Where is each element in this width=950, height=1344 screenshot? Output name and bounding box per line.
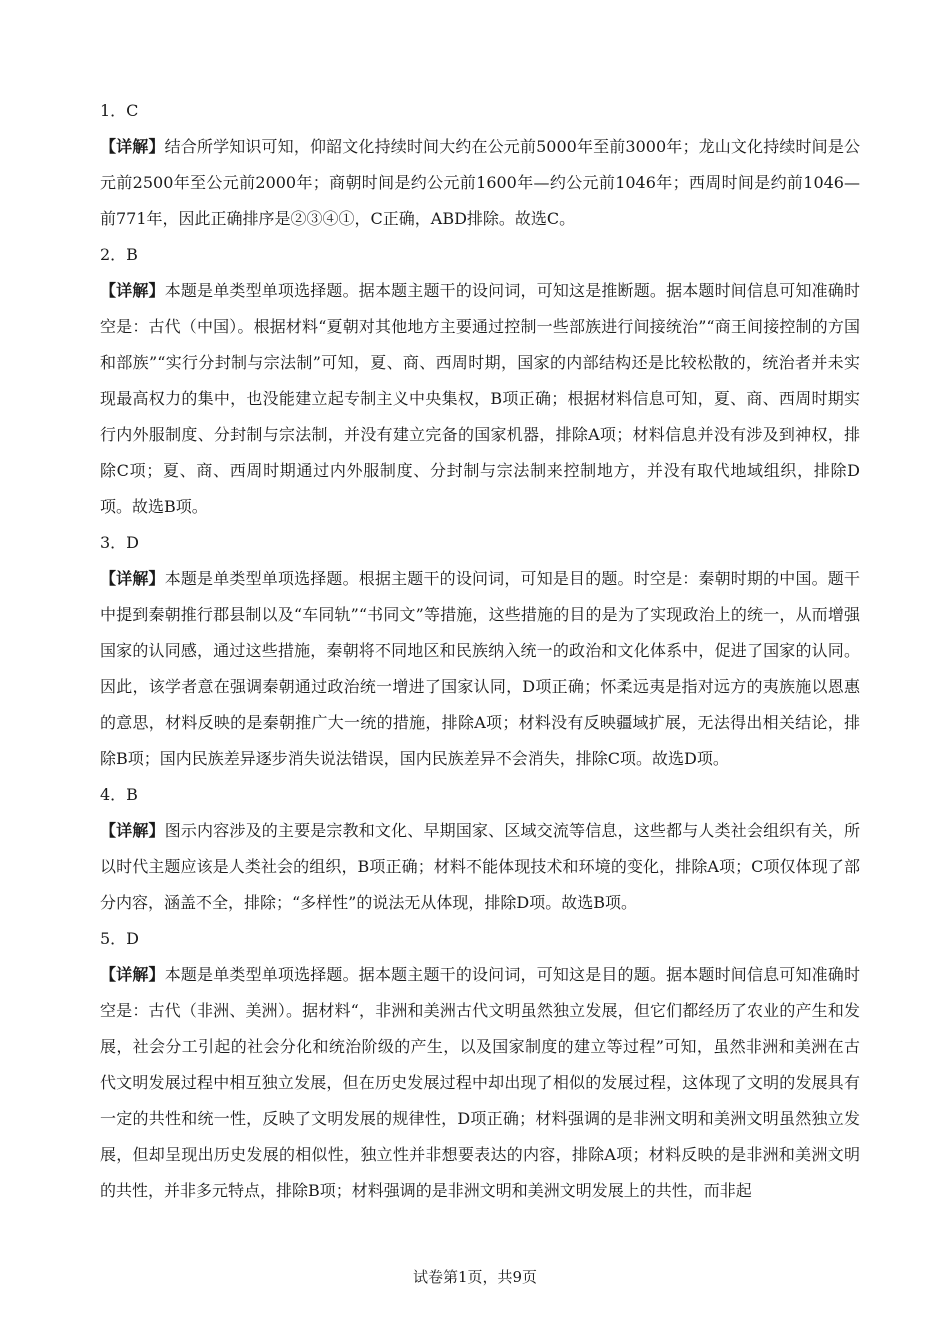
- explanation-text: 本题是单类型单项选择题。根据主题干的设问词，可知是目的题。时空是：秦朝时期的中国。题干中提到秦朝推行郡县制以及“车同轨”“书同文”等措施，这些措施的目的是为了实现政治上的统一，从而增强国家的认同感，通过这些措施，秦朝将不同地区和民族纳入统一的政治和文化体系中，促进了国家的认同。因此，该学者意在强调秦朝通过政治统一增进了国家认同，D项正确；怀柔远夷是指对远方的夷族施以恩惠的意思，材料反映的是秦朝推广大一统的措施，排除A项；材料没有反映疆域扩展，无法得出相关结论，排除B项；国内民族差异逐步消失说法错误，国内民族差异不会消失，排除C项。故选D项。: [100, 569, 860, 768]
- answer-block-4: [100, 777, 860, 921]
- question-number: 1．C: [100, 101, 139, 120]
- explanation-paragraph: [100, 273, 860, 525]
- explanation-paragraph: [100, 813, 860, 921]
- explanation-paragraph: [100, 561, 860, 777]
- question-number: 5．D: [100, 929, 140, 948]
- answer-content: [100, 93, 860, 1209]
- answer-block-2: [100, 237, 860, 525]
- question-number: 3．D: [100, 533, 140, 552]
- question-number: 4．B: [100, 785, 138, 804]
- answer-block-3: [100, 525, 860, 777]
- explanation-paragraph: [100, 957, 860, 1209]
- detail-tag: 【详解】: [100, 569, 165, 588]
- explanation-paragraph: [100, 129, 860, 237]
- answer-block-1: [100, 93, 860, 237]
- explanation-text: 本题是单类型单项选择题。据本题主题干的设问词，可知这是目的题。据本题时间信息可知准确时空是：古代（非洲、美洲）。据材料“，非洲和美洲古代文明虽然独立发展，但它们都经历了农业的产生和发展，社会分工引起的社会分化和统治阶级的产生，以及国家制度的建立等过程”可知，虽然非洲和美洲在古代文明发展过程中相互独立发展，但在历史发展过程中却出现了相似的发展过程，这体现了文明的发展具有一定的共性和统一性，反映了文明发展的规律性，D项正确；材料强调的是非洲文明和美洲文明虽然独立发展，但却呈现出历史发展的相似性，独立性并非想要表达的内容，排除A项；材料反映的是非洲和美洲文明的共性，并非多元特点，排除B项；材料强调的是非洲文明和美洲文明发展上的共性，而非起: [100, 965, 860, 1200]
- question-number: 2．B: [100, 245, 138, 264]
- page-footer: 试卷第1页，共9页: [412, 1268, 538, 1286]
- detail-tag: 【详解】: [100, 821, 165, 840]
- explanation-text: 图示内容涉及的主要是宗教和文化、早期国家、区域交流等信息，这些都与人类社会组织有关，所以时代主题应该是人类社会的组织，B项正确；材料不能体现技术和环境的变化，排除A项；C项仅体现了部分内容，涵盖不全，排除；“多样性”的说法无从体现，排除D项。故选B项。: [100, 821, 860, 912]
- detail-tag: 【详解】: [100, 965, 165, 984]
- explanation-text: 本题是单类型单项选择题。据本题主题干的设问词，可知这是推断题。据本题时间信息可知准确时空是：古代（中国）。根据材料“夏朝对其他地方主要通过控制一些部族进行间接统治”“商王间接控制的方国和部族”“实行分封制与宗法制”可知，夏、商、西周时期，国家的内部结构还是比较松散的，统治者并未实现最高权力的集中，也没能建立起专制主义中央集权，B项正确；根据材料信息可知，夏、商、西周时期实行内外服制度、分封制与宗法制，并没有建立完备的国家机器，排除A项；材料信息并没有涉及到神权，排除C项；夏、商、西周时期通过内外服制度、分封制与宗法制来控制地方，并没有取代地域组织，排除D项。故选B项。: [100, 281, 860, 516]
- detail-tag: 【详解】: [100, 137, 165, 156]
- answer-block-5: [100, 921, 860, 1209]
- explanation-text: 结合所学知识可知，仰韶文化持续时间大约在公元前5000年至前3000年；龙山文化持续时间是公元前2500年至公元前2000年；商朝时间是约公元前1600年—约公元前1046年；西周时间是约前1046—前771年，因此正确排序是②③④①，C正确，ABD排除。故选C。: [100, 137, 860, 228]
- detail-tag: 【详解】: [100, 281, 165, 300]
